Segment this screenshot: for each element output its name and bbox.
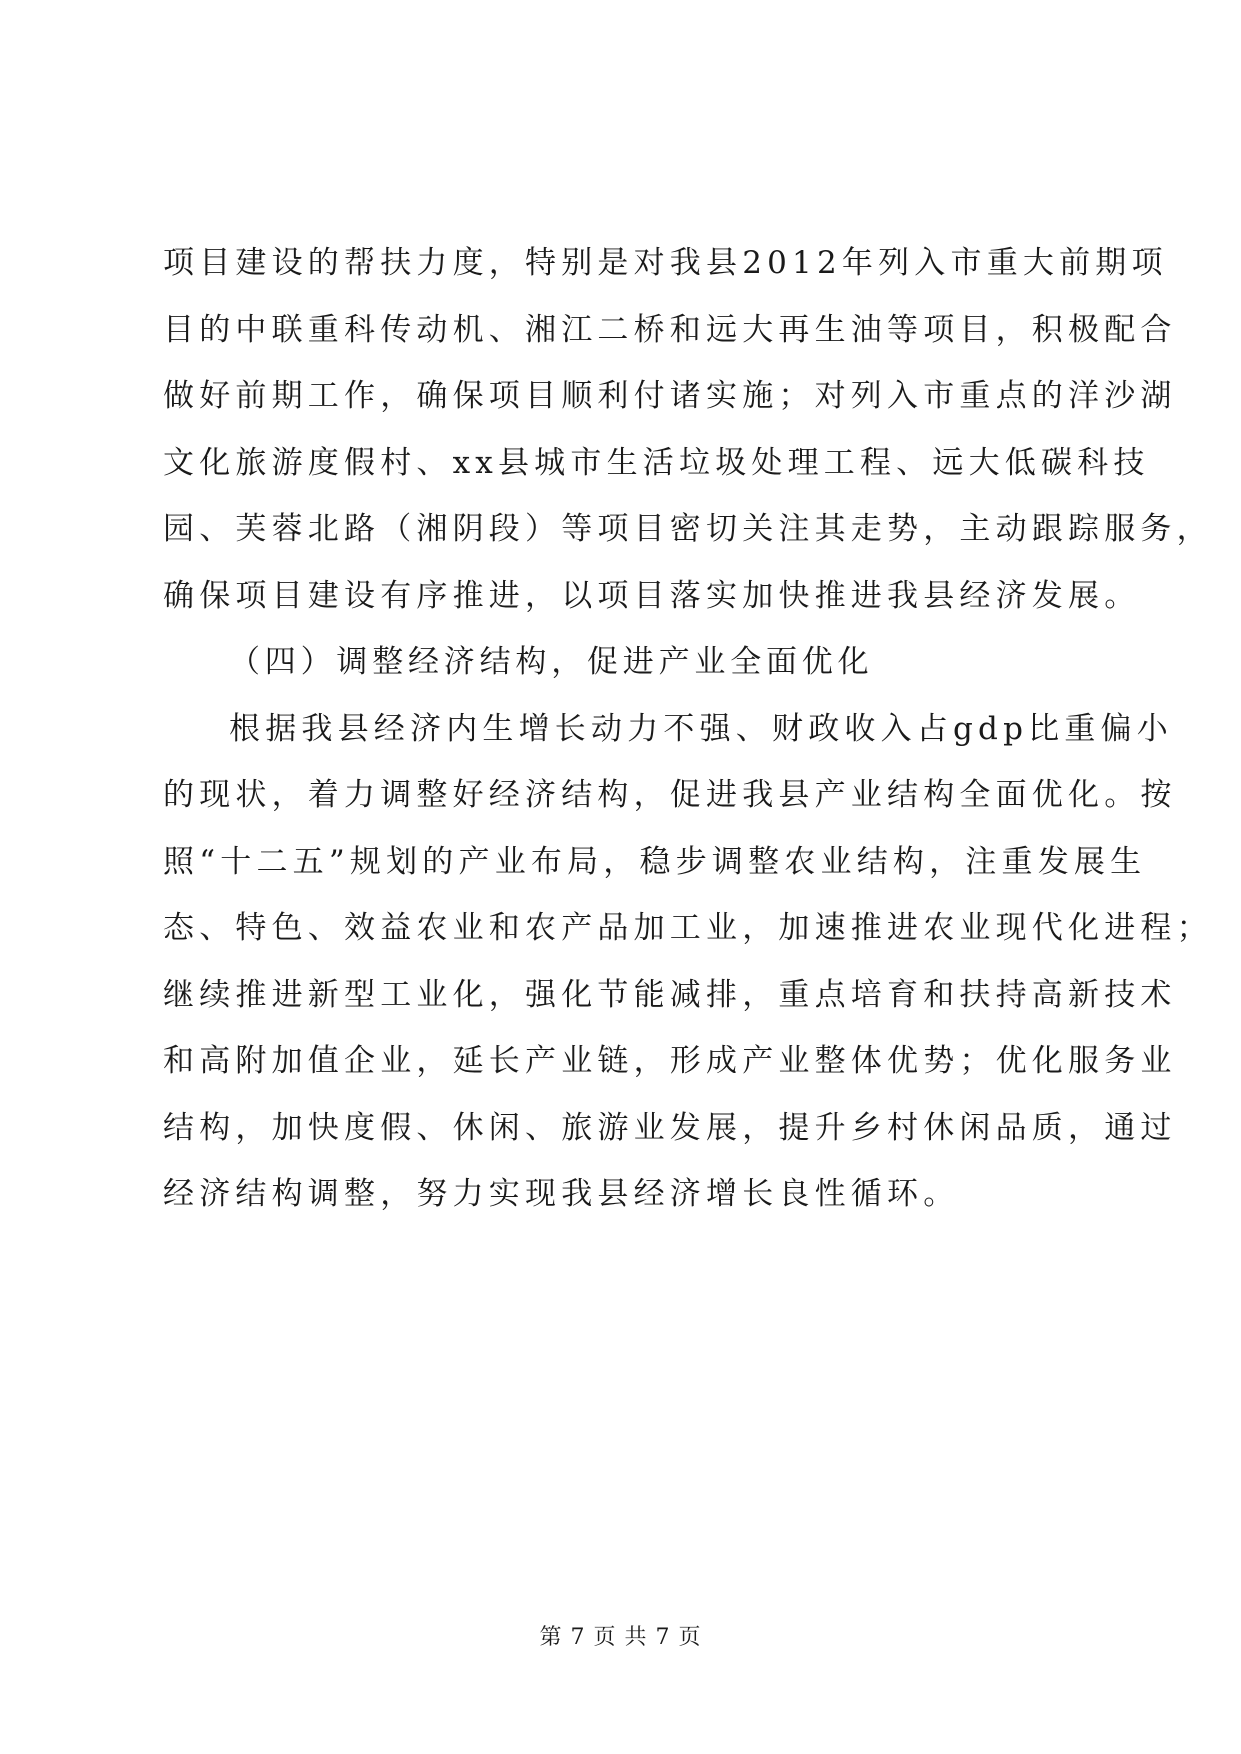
text-line: 照“十二五”规划的产业布局，稳步调整农业结构，注重发展生 (163, 843, 1147, 880)
text-line: 根据我县经济内生增长动力不强、财政收入占gdp比重偏小 (229, 710, 1173, 747)
text-line: 确保项目建设有序推进，以项目落实加快推进我县经济发展。 (163, 577, 1141, 614)
section-heading: （四）调整经济结构，促进产业全面优化 (229, 644, 874, 680)
text-line: 项目建设的帮扶力度，特别是对我县2012年列入市重大前期项 (163, 245, 1168, 281)
text-line: 态、特色、效益农业和农产品加工业，加速推进农业现代化进程； (163, 910, 1213, 946)
text-line: 做好前期工作，确保项目顺利付诸实施；对列入市重点的洋沙湖 (163, 378, 1177, 414)
text-line: 和高附加值企业，延长产业链，形成产业整体优势；优化服务业 (163, 1043, 1177, 1079)
text-line: 文化旅游度假村、xx县城市生活垃圾处理工程、远大低碳科技 (163, 444, 1150, 481)
text-line: 的现状，着力调整好经济结构，促进我县产业结构全面优化。按 (163, 777, 1177, 813)
main-paragraph (163, 696, 1213, 1228)
text-line: 继续推进新型工业化，强化节能减排，重点培育和扶持高新技术 (163, 976, 1177, 1013)
continued-paragraph (163, 230, 1213, 629)
text-line: 结构，加快度假、休闲、旅游业发展，提升乡村休闲品质，通过 (163, 1109, 1177, 1146)
text-line: 经济结构调整，努力实现我县经济增长良性循环。 (163, 1176, 960, 1212)
text-line: 目的中联重科传动机、湘江二桥和远大再生油等项目，积极配合 (163, 311, 1177, 348)
document-body (163, 230, 1213, 1228)
text-line: 园、芙蓉北路（湘阴段）等项目密切关注其走势，主动跟踪服务， (163, 511, 1213, 547)
page-footer: 第 7 页 共 7 页 (539, 1625, 702, 1650)
